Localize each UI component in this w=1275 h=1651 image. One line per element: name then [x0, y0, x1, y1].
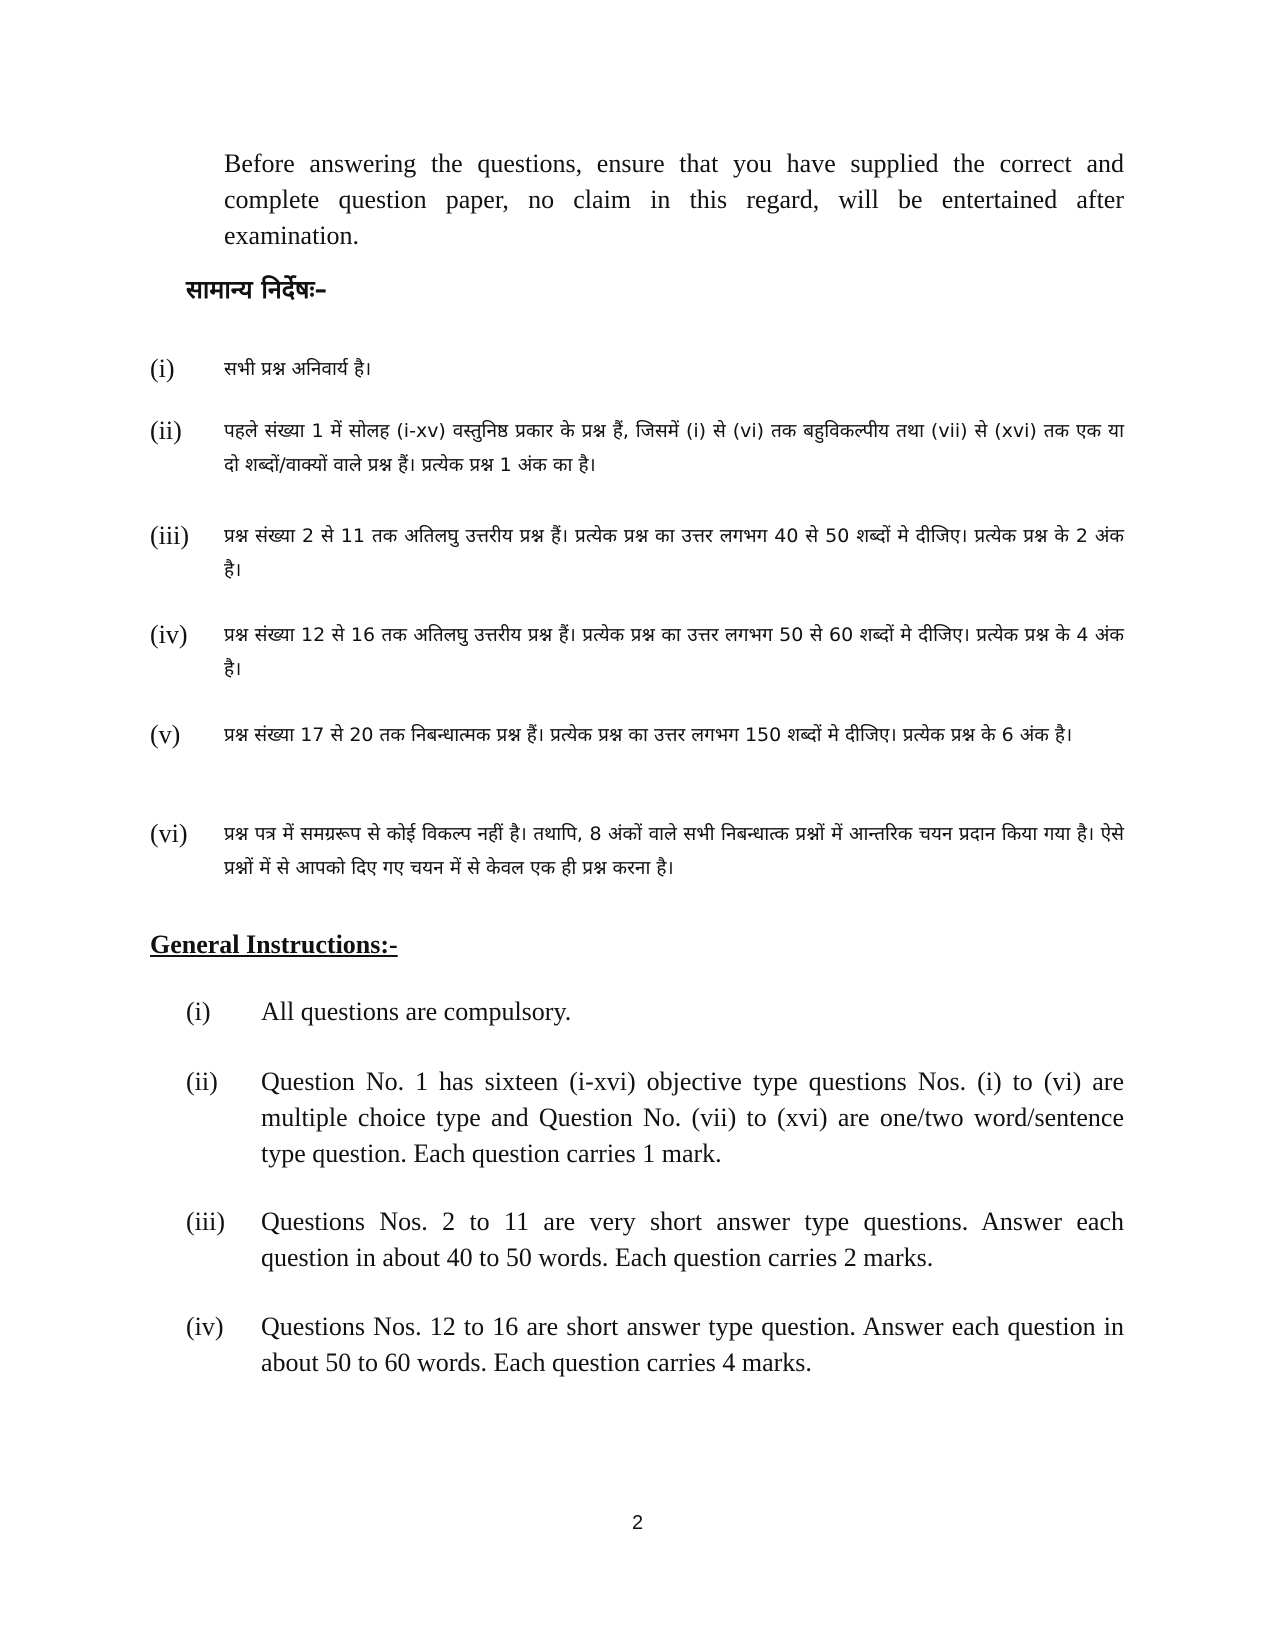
hindi-instruction-item: [150, 414, 1124, 482]
item-number: (iii): [186, 1207, 225, 1236]
english-instruction-item: [186, 1204, 1124, 1276]
english-instruction-item: [186, 1064, 1124, 1172]
item-number: (iv): [150, 620, 188, 649]
hindi-instructions-heading: सामान्य निर्देषः–: [186, 275, 328, 304]
item-number: (ii): [150, 416, 182, 445]
item-text: सभी प्रश्न अनिवार्य है।: [224, 358, 372, 380]
item-text: प्रश्न संख्या 12 से 16 तक अतिलघु उत्तरीय प्रश्न हैं। प्रत्येक प्रश्न का उत्तर लगभग 50 से 60 शब्दों मे दीजिए। प्रत्येक प्रश्न के 4 अंक है।: [224, 624, 1124, 680]
english-instruction-item: [186, 1309, 1124, 1381]
item-text: प्रश्न संख्या 2 से 11 तक अतिलघु उत्तरीय प्रश्न हैं। प्रत्येक प्रश्न का उत्तर लगभग 40 से 50 शब्दों मे दीजिए। प्रत्येक प्रश्न के 2 अंक है।: [224, 525, 1124, 581]
item-number: (v): [150, 720, 181, 749]
item-text: Questions Nos. 12 to 16 are short answer type question. Answer each question in about 50 to 60 words. Each question carries 4 marks.: [261, 1312, 1124, 1377]
intro-paragraph: Before answering the questions, ensure that you have supplied the correct and complete question paper, no claim in this regard, will be entertained after examination.: [224, 149, 1124, 250]
hindi-instruction-item: [150, 352, 1124, 386]
english-instruction-item: [186, 994, 1124, 1030]
item-number: (vi): [150, 819, 188, 848]
hindi-instruction-item: [150, 817, 1124, 885]
hindi-instruction-item: [150, 519, 1124, 587]
item-number: (iii): [150, 521, 189, 550]
item-text: प्रश्न संख्या 17 से 20 तक निबन्धात्मक प्रश्न हैं। प्रत्येक प्रश्न का उत्तर लगभग 150 शब्दों मे दीजिए। प्रत्येक प्रश्न के 6 अंक है।: [224, 724, 1073, 746]
hindi-instruction-item: [150, 618, 1124, 686]
item-number: (i): [186, 997, 211, 1026]
item-number: (i): [150, 354, 175, 383]
item-text: Question No. 1 has sixteen (i-xvi) objective type questions Nos. (i) to (vi) are multiple choice type and Question No. (vii) to (xvi) are one/two word/sentence type question. Each question carries 1 mark.: [261, 1067, 1124, 1168]
item-number: (ii): [186, 1067, 218, 1096]
item-text: प्रश्न पत्र में समग्ररूप से कोई विकल्प नहीं है। तथापि, 8 अंकों वाले सभी निबन्धात्क प्रश्नों में आन्तरिक चयन प्रदान किया गया है। ऐसे प्रश्नों में से आपको दिए गए चयन में से केवल एक ही प्रश्न करना है।: [224, 823, 1124, 879]
item-text: Questions Nos. 2 to 11 are very short answer type questions. Answer each question in about 40 to 50 words. Each question carries 2 marks.: [261, 1207, 1124, 1272]
item-text: पहले संख्या 1 में सोलह (i-xv) वस्तुनिष्ठ प्रकार के प्रश्न हैं, जिसमें (i) से (vi) तक बहुविकल्पीय तथा (vii) से (xvi) तक एक या दो शब्दों/वाक्यों वाले प्रश्न हैं। प्रत्येक प्रश्न 1 अंक का है।: [224, 420, 1124, 476]
hindi-instruction-item: [150, 718, 1124, 752]
general-instructions-heading: General Instructions:-: [150, 930, 398, 959]
item-text: All questions are compulsory.: [261, 997, 572, 1026]
item-number: (iv): [186, 1312, 224, 1341]
page-number: 2: [631, 1512, 644, 1534]
